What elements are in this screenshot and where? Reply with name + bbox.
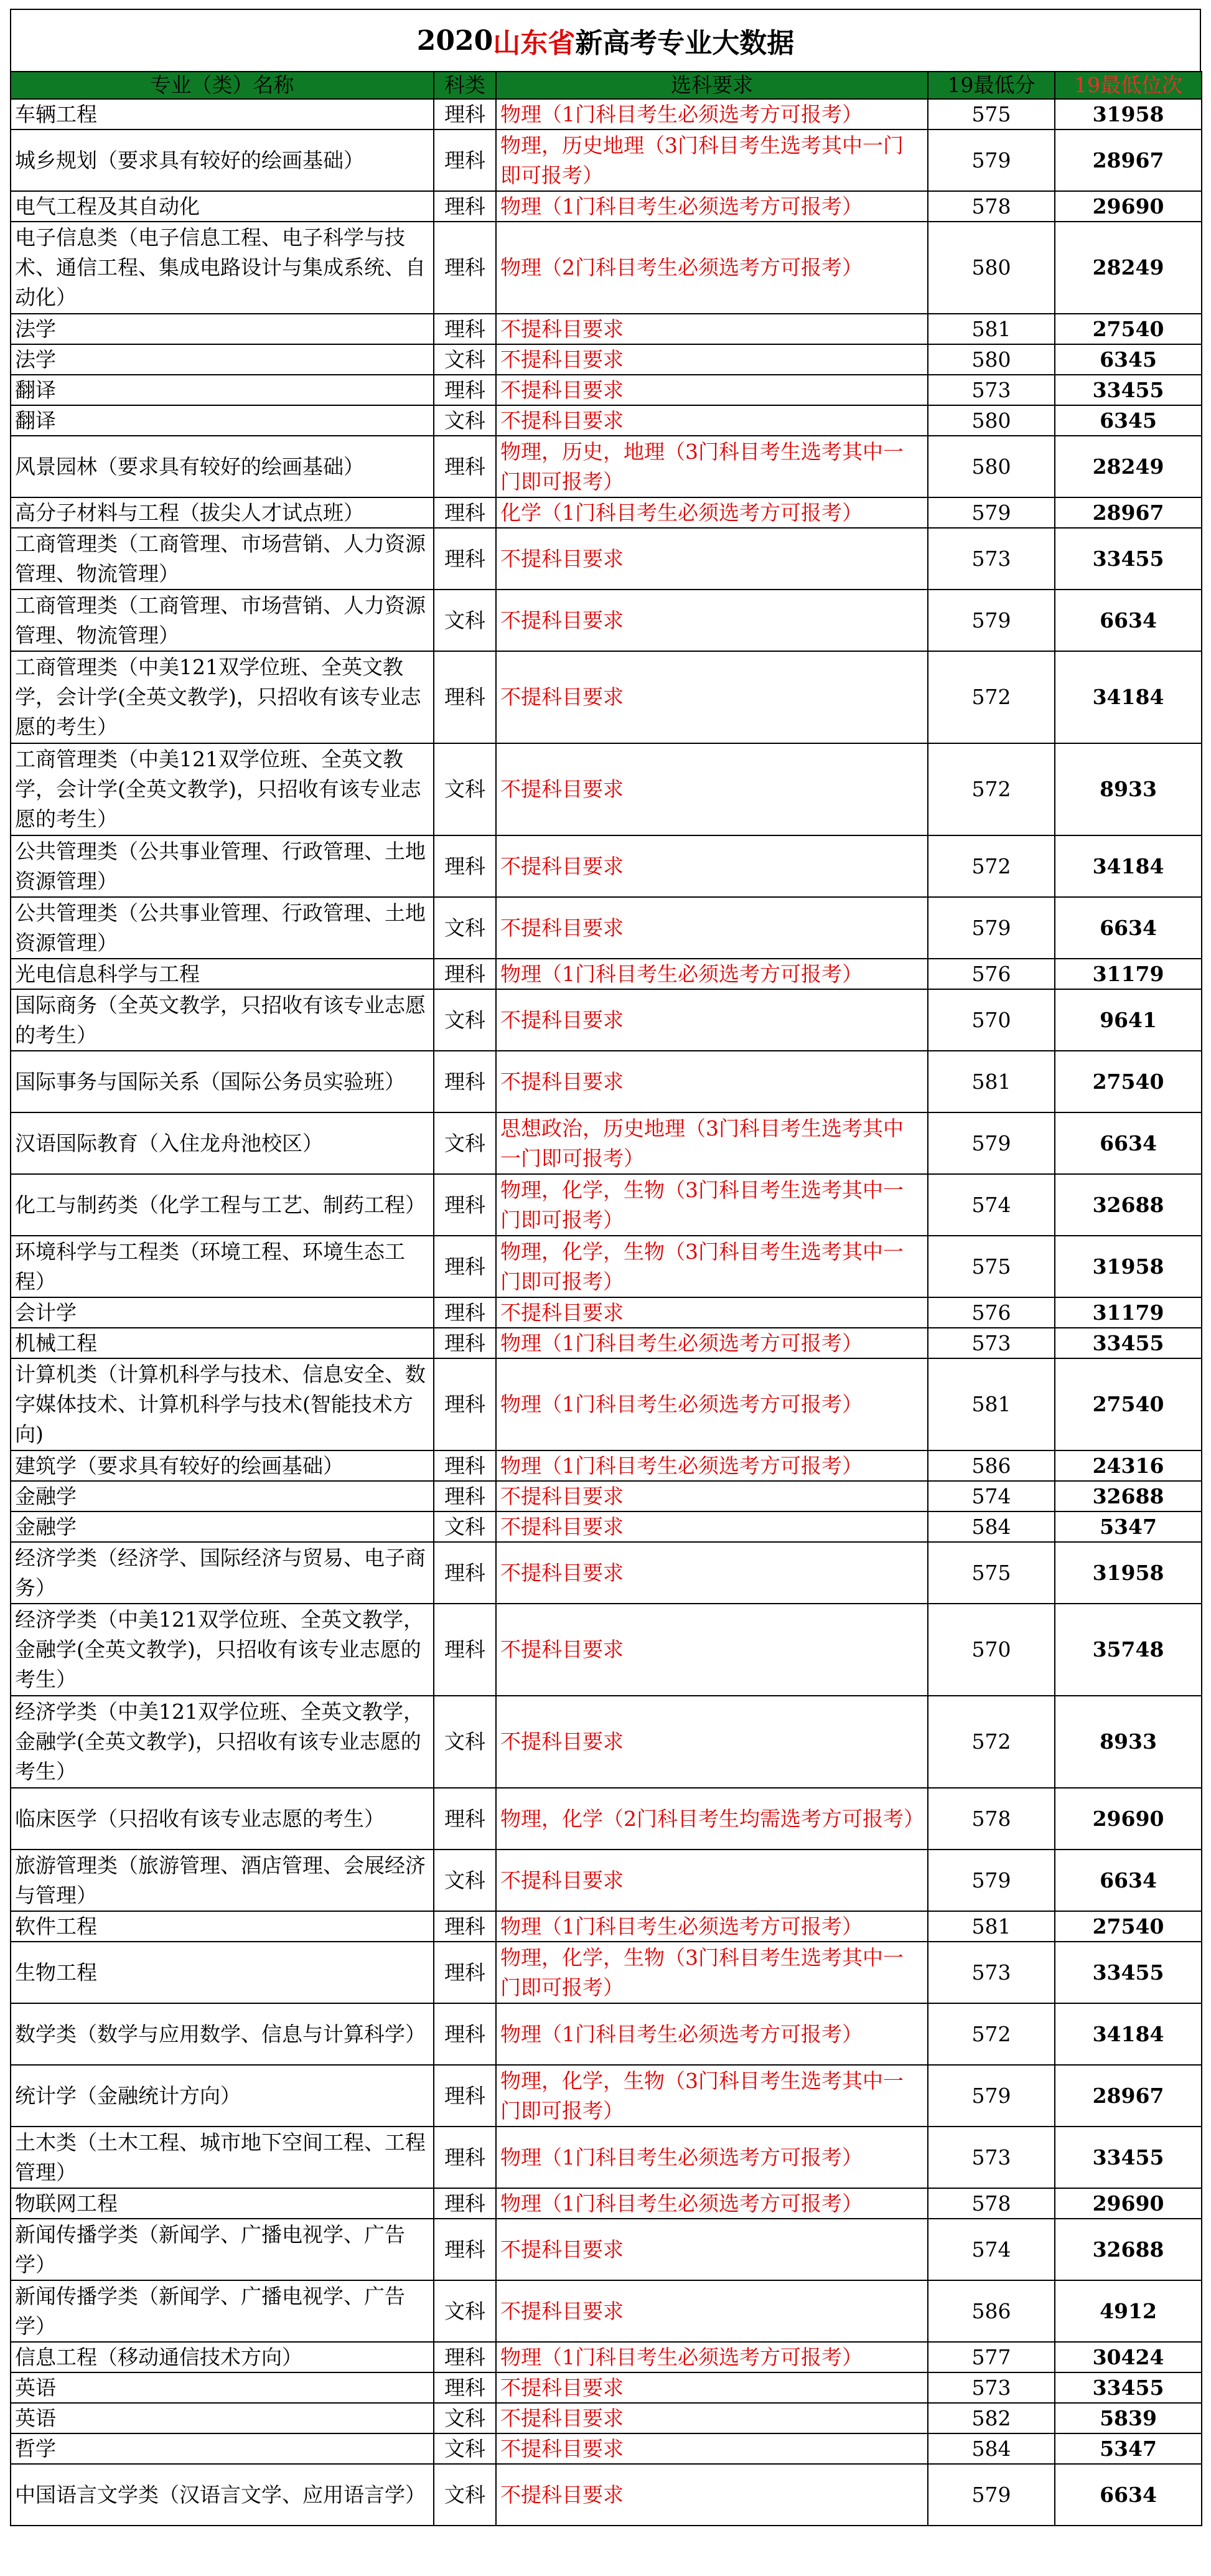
major-name-cell: 统计学（金融统计方向） [11, 2065, 434, 2127]
requirement-cell: 不提科目要求 [496, 344, 928, 375]
data-sheet [10, 9, 1201, 2526]
subject-cell: 文科 [434, 1511, 496, 1542]
subject-cell: 文科 [434, 2403, 496, 2433]
requirement-cell: 不提科目要求 [496, 405, 928, 436]
table-row [11, 2433, 1202, 2464]
min-score-cell: 581 [928, 1051, 1055, 1112]
major-name-cell: 车辆工程 [11, 99, 434, 129]
min-score-cell: 572 [928, 651, 1055, 743]
min-score-cell: 580 [928, 344, 1055, 375]
min-rank-cell: 31958 [1055, 1236, 1202, 1297]
min-rank-cell: 35748 [1055, 1604, 1202, 1696]
requirement-cell: 物理，历史，地理（3门科目考生选考其中一门即可报考） [496, 436, 928, 497]
requirement-cell: 不提科目要求 [496, 1481, 928, 1511]
table-row [11, 497, 1202, 528]
min-score-cell: 573 [928, 1328, 1055, 1358]
requirement-cell: 不提科目要求 [496, 375, 928, 405]
min-score-cell: 579 [928, 590, 1055, 651]
major-name-cell: 环境科学与工程类（环境工程、环境生态工程） [11, 1236, 434, 1297]
min-rank-cell: 34184 [1055, 2003, 1202, 2065]
min-rank-cell: 28249 [1055, 436, 1202, 497]
title-year: 2020 [416, 24, 493, 57]
table-header-row [11, 72, 1202, 99]
table-row [11, 1696, 1202, 1788]
table-row [11, 1328, 1202, 1358]
min-rank-cell: 29690 [1055, 2188, 1202, 2219]
header-subject: 科类 [434, 72, 496, 99]
min-score-cell: 578 [928, 191, 1055, 222]
min-score-cell: 586 [928, 1450, 1055, 1481]
table-row [11, 2065, 1202, 2127]
subject-cell: 文科 [434, 2433, 496, 2464]
table-row [11, 2372, 1202, 2403]
subject-cell: 理科 [434, 651, 496, 743]
page-title [10, 9, 1201, 71]
table-row [11, 2280, 1202, 2342]
major-name-cell: 风景园林（要求具有较好的绘画基础） [11, 436, 434, 497]
requirement-cell: 物理，历史地理（3门科目考生选考其中一门即可报考） [496, 129, 928, 191]
min-rank-cell: 33455 [1055, 528, 1202, 590]
subject-cell: 理科 [434, 1297, 496, 1328]
min-score-cell: 572 [928, 835, 1055, 897]
requirement-cell: 物理（1门科目考生必须选考方可报考） [496, 2003, 928, 2065]
subject-cell: 文科 [434, 743, 496, 835]
subject-cell: 文科 [434, 344, 496, 375]
requirement-cell: 物理（1门科目考生必须选考方可报考） [496, 1358, 928, 1450]
min-rank-cell: 34184 [1055, 835, 1202, 897]
min-score-cell: 575 [928, 1236, 1055, 1297]
requirement-cell: 物理，化学，生物（3门科目考生选考其中一门即可报考） [496, 1174, 928, 1236]
min-score-cell: 576 [928, 1297, 1055, 1328]
min-score-cell: 579 [928, 1112, 1055, 1174]
min-rank-cell: 9641 [1055, 989, 1202, 1051]
requirement-cell: 不提科目要求 [496, 1511, 928, 1542]
min-score-cell: 579 [928, 129, 1055, 191]
min-rank-cell: 29690 [1055, 1788, 1202, 1850]
table-row [11, 1358, 1202, 1450]
table-row [11, 314, 1202, 344]
major-name-cell: 金融学 [11, 1511, 434, 1542]
min-score-cell: 578 [928, 2188, 1055, 2219]
subject-cell: 文科 [434, 2280, 496, 2342]
table-row [11, 2003, 1202, 2065]
requirement-cell: 不提科目要求 [496, 1696, 928, 1788]
min-score-cell: 572 [928, 743, 1055, 835]
subject-cell: 文科 [434, 897, 496, 959]
subject-cell: 理科 [434, 1051, 496, 1112]
subject-cell: 理科 [434, 436, 496, 497]
table-row [11, 897, 1202, 959]
min-score-cell: 578 [928, 1788, 1055, 1850]
min-score-cell: 580 [928, 222, 1055, 314]
min-score-cell: 584 [928, 1511, 1055, 1542]
major-name-cell: 公共管理类（公共事业管理、行政管理、土地资源管理） [11, 835, 434, 897]
min-rank-cell: 33455 [1055, 1328, 1202, 1358]
requirement-cell: 不提科目要求 [496, 1297, 928, 1328]
major-name-cell: 工商管理类（工商管理、市场营销、人力资源管理、物流管理） [11, 528, 434, 590]
table-row [11, 2188, 1202, 2219]
min-rank-cell: 31958 [1055, 1542, 1202, 1604]
min-rank-cell: 28249 [1055, 222, 1202, 314]
major-name-cell: 新闻传播学类（新闻学、广播电视学、广告学） [11, 2280, 434, 2342]
min-rank-cell: 32688 [1055, 1174, 1202, 1236]
requirement-cell: 不提科目要求 [496, 528, 928, 590]
table-row [11, 375, 1202, 405]
requirement-cell: 物理（1门科目考生必须选考方可报考） [496, 1450, 928, 1481]
min-score-cell: 582 [928, 2403, 1055, 2433]
subject-cell: 理科 [434, 1911, 496, 1942]
major-name-cell: 软件工程 [11, 1911, 434, 1942]
major-name-cell: 工商管理类（中美121双学位班、全英文教学，会计学(全英文教学)，只招收有该专业志愿的考生） [11, 651, 434, 743]
major-name-cell: 会计学 [11, 1297, 434, 1328]
min-score-cell: 575 [928, 99, 1055, 129]
major-name-cell: 工商管理类（工商管理、市场营销、人力资源管理、物流管理） [11, 590, 434, 651]
table-row [11, 590, 1202, 651]
requirement-cell: 不提科目要求 [496, 2403, 928, 2433]
min-rank-cell: 6345 [1055, 344, 1202, 375]
subject-cell: 理科 [434, 2342, 496, 2372]
min-rank-cell: 6634 [1055, 1850, 1202, 1911]
min-score-cell: 574 [928, 1481, 1055, 1511]
requirement-cell: 不提科目要求 [496, 2433, 928, 2464]
requirement-cell: 不提科目要求 [496, 989, 928, 1051]
subject-cell: 文科 [434, 590, 496, 651]
requirement-cell: 物理，化学（2门科目考生均需选考方可报考） [496, 1788, 928, 1850]
requirement-cell: 不提科目要求 [496, 2372, 928, 2403]
subject-cell: 文科 [434, 2464, 496, 2526]
min-rank-cell: 33455 [1055, 2127, 1202, 2188]
subject-cell: 理科 [434, 99, 496, 129]
subject-cell: 理科 [434, 835, 496, 897]
requirement-cell: 物理（1门科目考生必须选考方可报考） [496, 1328, 928, 1358]
table-row [11, 1174, 1202, 1236]
requirement-cell: 不提科目要求 [496, 1542, 928, 1604]
min-score-cell: 579 [928, 897, 1055, 959]
min-rank-cell: 28967 [1055, 2065, 1202, 2127]
min-rank-cell: 27540 [1055, 1358, 1202, 1450]
min-score-cell: 576 [928, 959, 1055, 989]
min-score-cell: 574 [928, 1174, 1055, 1236]
requirement-cell: 不提科目要求 [496, 835, 928, 897]
subject-cell: 理科 [434, 314, 496, 344]
subject-cell: 文科 [434, 1850, 496, 1911]
table-row [11, 1236, 1202, 1297]
major-name-cell: 旅游管理类（旅游管理、酒店管理、会展经济与管理） [11, 1850, 434, 1911]
major-name-cell: 数学类（数学与应用数学、信息与计算科学） [11, 2003, 434, 2065]
major-name-cell: 国际事务与国际关系（国际公务员实验班） [11, 1051, 434, 1112]
min-score-cell: 572 [928, 1696, 1055, 1788]
min-score-cell: 570 [928, 989, 1055, 1051]
subject-cell: 理科 [434, 2127, 496, 2188]
subject-cell: 理科 [434, 528, 496, 590]
requirement-cell: 不提科目要求 [496, 1850, 928, 1911]
requirement-cell: 不提科目要求 [496, 590, 928, 651]
major-name-cell: 建筑学（要求具有较好的绘画基础） [11, 1450, 434, 1481]
title-rest: 新高考专业大数据 [575, 27, 795, 59]
min-rank-cell: 28967 [1055, 129, 1202, 191]
major-name-cell: 公共管理类（公共事业管理、行政管理、土地资源管理） [11, 897, 434, 959]
requirement-cell: 不提科目要求 [496, 897, 928, 959]
table-row [11, 1604, 1202, 1696]
min-rank-cell: 27540 [1055, 1911, 1202, 1942]
requirement-cell: 物理（1门科目考生必须选考方可报考） [496, 99, 928, 129]
min-score-cell: 573 [928, 2127, 1055, 2188]
table-row [11, 129, 1202, 191]
table-row [11, 1450, 1202, 1481]
min-rank-cell: 31958 [1055, 99, 1202, 129]
requirement-cell: 物理，化学，生物（3门科目考生选考其中一门即可报考） [496, 1236, 928, 1297]
table-row [11, 1788, 1202, 1850]
min-rank-cell: 34184 [1055, 651, 1202, 743]
requirement-cell: 不提科目要求 [496, 1051, 928, 1112]
table-row [11, 1112, 1202, 1174]
major-name-cell: 翻译 [11, 405, 434, 436]
subject-cell: 理科 [434, 1358, 496, 1450]
table-row [11, 1481, 1202, 1511]
subject-cell: 理科 [434, 1788, 496, 1850]
min-score-cell: 572 [928, 2003, 1055, 2065]
table-row [11, 2464, 1202, 2526]
major-name-cell: 临床医学（只招收有该专业志愿的考生） [11, 1788, 434, 1850]
major-name-cell: 翻译 [11, 375, 434, 405]
major-name-cell: 中国语言文学类（汉语言文学、应用语言学） [11, 2464, 434, 2526]
min-score-cell: 575 [928, 1542, 1055, 1604]
table-row [11, 2403, 1202, 2433]
requirement-cell: 物理（1门科目考生必须选考方可报考） [496, 2127, 928, 2188]
requirement-cell: 物理（1门科目考生必须选考方可报考） [496, 1911, 928, 1942]
min-rank-cell: 5347 [1055, 1511, 1202, 1542]
table-row [11, 651, 1202, 743]
min-rank-cell: 33455 [1055, 1942, 1202, 2003]
major-name-cell: 生物工程 [11, 1942, 434, 2003]
subject-cell: 文科 [434, 405, 496, 436]
min-score-cell: 577 [928, 2342, 1055, 2372]
title-province: 山东省 [493, 27, 576, 59]
major-name-cell: 光电信息科学与工程 [11, 959, 434, 989]
subject-cell: 文科 [434, 989, 496, 1051]
min-score-cell: 570 [928, 1604, 1055, 1696]
table-row [11, 99, 1202, 129]
major-name-cell: 法学 [11, 314, 434, 344]
min-score-cell: 579 [928, 1850, 1055, 1911]
major-name-cell: 高分子材料与工程（拔尖人才试点班） [11, 497, 434, 528]
major-name-cell: 机械工程 [11, 1328, 434, 1358]
min-rank-cell: 6634 [1055, 1112, 1202, 1174]
header-requirement: 选科要求 [496, 72, 928, 99]
min-rank-cell: 33455 [1055, 375, 1202, 405]
min-score-cell: 579 [928, 2464, 1055, 2526]
header-min-rank: 19最低位次 [1055, 72, 1202, 99]
min-rank-cell: 27540 [1055, 314, 1202, 344]
min-score-cell: 573 [928, 2372, 1055, 2403]
min-score-cell: 581 [928, 314, 1055, 344]
requirement-cell: 物理（1门科目考生必须选考方可报考） [496, 191, 928, 222]
min-rank-cell: 31179 [1055, 959, 1202, 989]
min-rank-cell: 6634 [1055, 2464, 1202, 2526]
table-row [11, 1942, 1202, 2003]
major-name-cell: 计算机类（计算机科学与技术、信息安全、数字媒体技术、计算机科学与技术(智能技术方向) [11, 1358, 434, 1450]
subject-cell: 文科 [434, 1112, 496, 1174]
requirement-cell: 不提科目要求 [496, 2219, 928, 2280]
min-rank-cell: 33455 [1055, 2372, 1202, 2403]
table-row [11, 1850, 1202, 1911]
min-rank-cell: 6634 [1055, 590, 1202, 651]
major-name-cell: 化工与制药类（化学工程与工艺、制药工程） [11, 1174, 434, 1236]
min-rank-cell: 30424 [1055, 2342, 1202, 2372]
major-name-cell: 土木类（土木工程、城市地下空间工程、工程管理） [11, 2127, 434, 2188]
table-row [11, 1911, 1202, 1942]
major-name-cell: 经济学类（中美121双学位班、全英文教学，金融学(全英文教学)，只招收有该专业志愿的考生） [11, 1604, 434, 1696]
major-name-cell: 经济学类（中美121双学位班、全英文教学，金融学(全英文教学)，只招收有该专业志愿的考生） [11, 1696, 434, 1788]
requirement-cell: 物理（2门科目考生必须选考方可报考） [496, 222, 928, 314]
min-score-cell: 573 [928, 1942, 1055, 2003]
table-row [11, 2342, 1202, 2372]
requirement-cell: 不提科目要求 [496, 1604, 928, 1696]
min-score-cell: 573 [928, 528, 1055, 590]
table-row [11, 743, 1202, 835]
subject-cell: 理科 [434, 375, 496, 405]
table-row [11, 989, 1202, 1051]
subject-cell: 理科 [434, 129, 496, 191]
table-row [11, 835, 1202, 897]
subject-cell: 理科 [434, 1542, 496, 1604]
subject-cell: 理科 [434, 1604, 496, 1696]
min-rank-cell: 8933 [1055, 1696, 1202, 1788]
major-name-cell: 电子信息类（电子信息工程、电子科学与技术、通信工程、集成电路设计与集成系统、自动化） [11, 222, 434, 314]
requirement-cell: 不提科目要求 [496, 314, 928, 344]
subject-cell: 理科 [434, 497, 496, 528]
min-rank-cell: 32688 [1055, 1481, 1202, 1511]
min-rank-cell: 27540 [1055, 1051, 1202, 1112]
major-name-cell: 英语 [11, 2372, 434, 2403]
major-name-cell: 电气工程及其自动化 [11, 191, 434, 222]
min-score-cell: 574 [928, 2219, 1055, 2280]
requirement-cell: 不提科目要求 [496, 2464, 928, 2526]
table-row [11, 1297, 1202, 1328]
majors-table [10, 71, 1202, 2526]
table-row [11, 191, 1202, 222]
subject-cell: 理科 [434, 2372, 496, 2403]
table-row [11, 959, 1202, 989]
table-row [11, 2127, 1202, 2188]
table-row [11, 1511, 1202, 1542]
header-min-score: 19最低分 [928, 72, 1055, 99]
header-major-name: 专业（类）名称 [11, 72, 434, 99]
subject-cell: 理科 [434, 222, 496, 314]
min-rank-cell: 8933 [1055, 743, 1202, 835]
major-name-cell: 新闻传播学类（新闻学、广播电视学、广告学） [11, 2219, 434, 2280]
subject-cell: 理科 [434, 2003, 496, 2065]
min-rank-cell: 28967 [1055, 497, 1202, 528]
min-score-cell: 580 [928, 436, 1055, 497]
min-rank-cell: 24316 [1055, 1450, 1202, 1481]
requirement-cell: 物理，化学，生物（3门科目考生选考其中一门即可报考） [496, 2065, 928, 2127]
table-row [11, 222, 1202, 314]
min-score-cell: 580 [928, 405, 1055, 436]
min-rank-cell: 29690 [1055, 191, 1202, 222]
min-rank-cell: 4912 [1055, 2280, 1202, 2342]
min-rank-cell: 5839 [1055, 2403, 1202, 2433]
min-score-cell: 581 [928, 1358, 1055, 1450]
requirement-cell: 不提科目要求 [496, 651, 928, 743]
requirement-cell: 物理（1门科目考生必须选考方可报考） [496, 2342, 928, 2372]
requirement-cell: 物理，化学，生物（3门科目考生选考其中一门即可报考） [496, 1942, 928, 2003]
table-row [11, 528, 1202, 590]
min-score-cell: 584 [928, 2433, 1055, 2464]
major-name-cell: 信息工程（移动通信技术方向） [11, 2342, 434, 2372]
min-rank-cell: 5347 [1055, 2433, 1202, 2464]
table-row [11, 2219, 1202, 2280]
subject-cell: 理科 [434, 2065, 496, 2127]
subject-cell: 理科 [434, 1236, 496, 1297]
major-name-cell: 法学 [11, 344, 434, 375]
min-rank-cell: 31179 [1055, 1297, 1202, 1328]
table-row [11, 1051, 1202, 1112]
min-rank-cell: 6634 [1055, 897, 1202, 959]
major-name-cell: 国际商务（全英文教学，只招收有该专业志愿的考生） [11, 989, 434, 1051]
major-name-cell: 城乡规划（要求具有较好的绘画基础） [11, 129, 434, 191]
major-name-cell: 哲学 [11, 2433, 434, 2464]
table-row [11, 344, 1202, 375]
table-row [11, 1542, 1202, 1604]
major-name-cell: 金融学 [11, 1481, 434, 1511]
min-rank-cell: 6345 [1055, 405, 1202, 436]
min-score-cell: 581 [928, 1911, 1055, 1942]
requirement-cell: 思想政治，历史地理（3门科目考生选考其中一门即可报考） [496, 1112, 928, 1174]
subject-cell: 理科 [434, 1174, 496, 1236]
subject-cell: 理科 [434, 191, 496, 222]
subject-cell: 理科 [434, 959, 496, 989]
min-score-cell: 579 [928, 497, 1055, 528]
subject-cell: 理科 [434, 1328, 496, 1358]
min-rank-cell: 32688 [1055, 2219, 1202, 2280]
subject-cell: 理科 [434, 1481, 496, 1511]
requirement-cell: 物理（1门科目考生必须选考方可报考） [496, 2188, 928, 2219]
major-name-cell: 经济学类（经济学、国际经济与贸易、电子商务） [11, 1542, 434, 1604]
requirement-cell: 化学（1门科目考生必须选考方可报考） [496, 497, 928, 528]
major-name-cell: 工商管理类（中美121双学位班、全英文教学，会计学(全英文教学)，只招收有该专业志愿的考生） [11, 743, 434, 835]
major-name-cell: 物联网工程 [11, 2188, 434, 2219]
min-score-cell: 573 [928, 375, 1055, 405]
requirement-cell: 不提科目要求 [496, 743, 928, 835]
subject-cell: 理科 [434, 2219, 496, 2280]
subject-cell: 理科 [434, 1450, 496, 1481]
major-name-cell: 汉语国际教育（入住龙舟池校区） [11, 1112, 434, 1174]
major-name-cell: 英语 [11, 2403, 434, 2433]
subject-cell: 理科 [434, 2188, 496, 2219]
min-score-cell: 579 [928, 2065, 1055, 2127]
requirement-cell: 不提科目要求 [496, 2280, 928, 2342]
table-row [11, 436, 1202, 497]
table-row [11, 405, 1202, 436]
min-score-cell: 586 [928, 2280, 1055, 2342]
subject-cell: 文科 [434, 1696, 496, 1788]
subject-cell: 理科 [434, 1942, 496, 2003]
requirement-cell: 物理（1门科目考生必须选考方可报考） [496, 959, 928, 989]
